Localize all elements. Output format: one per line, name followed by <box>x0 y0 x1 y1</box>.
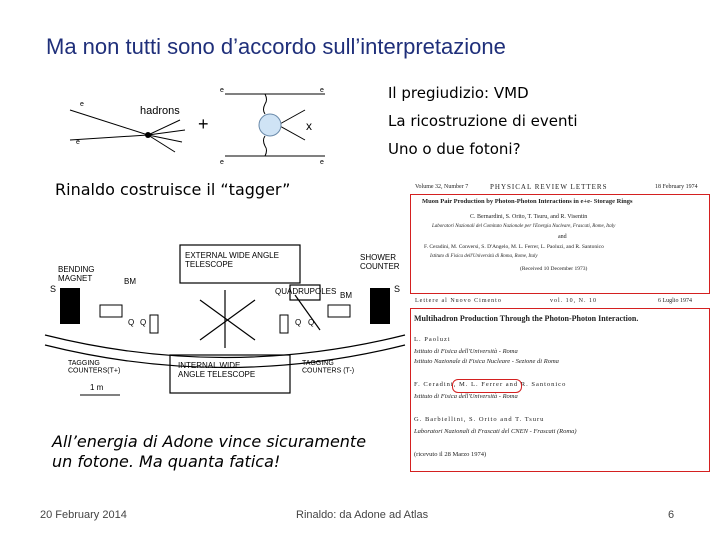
adone-line-2: un fotone. Ma quanta fatica! <box>52 452 281 471</box>
q-label-4: Q <box>308 318 315 327</box>
prl-received: (Received 10 December 1973) <box>520 266 588 272</box>
prl-affil-2: Istituto di Fisica dell'Università di Roma, Rome, Italy <box>430 254 538 259</box>
nc-author-1-affil: Istituto di Fisica dell'Università - Roma <box>414 348 518 355</box>
nuovo-cimento-paper-clipping <box>410 296 712 474</box>
adone-conclusion <box>52 432 366 472</box>
nc-author-1-affil2: Istituto Nazionale di Fisica Nucleare - Sezione di Roma <box>414 358 559 365</box>
shower-counter-label: SHOWER COUNTER <box>360 253 400 271</box>
prl-authors-2: F. Ceradini, M. Conversi, S. D'Angelo, M. L. Ferrer, L. Paoluzi, and R. Santonico <box>424 244 604 250</box>
bm-right-label: BM <box>340 291 352 300</box>
bm-left-label: BM <box>124 277 136 286</box>
tagging-left-label: TAGGING COUNTERS(T+) <box>68 360 121 375</box>
quadrupoles-label: QUADRUPOLES <box>275 287 337 296</box>
nc-author-3: G. Barbiellini, S. Orito and T. Tsuru <box>414 416 545 423</box>
prl-and: and <box>558 234 567 240</box>
external-telescope-label: EXTERNAL WIDE ANGLE TELESCOPE <box>185 251 279 269</box>
plus-sign: + <box>198 114 209 134</box>
ferrer-highlight-oval <box>452 379 522 393</box>
prl-affil-1: Laboratori Nazionali del Comitato Nazionale per l'Energia Nucleare, Frascati, Rome, Italy <box>432 224 616 229</box>
page-number: 6 <box>668 509 675 521</box>
s-left-label: S <box>50 284 57 294</box>
q-label-2: Q <box>140 318 147 327</box>
nc-author-1: L. Paoluzi <box>414 336 451 343</box>
scale-label: 1 m <box>90 383 104 392</box>
prl-title: Muon Pair Production by Photon-Photon Interactions in e+e- Storage Rings <box>422 198 633 205</box>
svg-text:e: e <box>220 87 224 94</box>
slide-title: Ma non tutti sono d’accordo sull’interpretazione <box>46 34 506 59</box>
footer-date: 20 February 2014 <box>40 509 127 521</box>
nc-header-center: vol. 10, N. 10 <box>550 298 597 304</box>
svg-text:e: e <box>80 101 84 108</box>
nc-author-2-affil: Istituto di Fisica dell'Università - Roma <box>414 393 518 400</box>
feynman-diagrams <box>40 80 360 170</box>
prl-paper-clipping <box>410 182 712 294</box>
prl-header-right: 18 February 1974 <box>655 184 698 190</box>
prl-authors-1: C. Bernardini, S. Orito, T. Tsuru, and R. Visentin <box>470 214 588 220</box>
svg-text:e: e <box>76 139 80 146</box>
nc-header-right: 6 Luglio 1974 <box>658 298 692 304</box>
bending-magnet-label: BENDING MAGNET <box>58 265 95 283</box>
nc-received: (ricevuto il 28 Marzo 1974) <box>414 451 487 458</box>
svg-text:e: e <box>220 159 224 166</box>
svg-text:e: e <box>320 159 324 166</box>
nc-title: Multihadron Production Through the Photon-Photon Interaction. <box>414 314 639 323</box>
q-label-3: Q <box>295 318 302 327</box>
bullet-vmd: Il pregiudizio: VMD <box>388 84 529 102</box>
hadrons-label: hadrons <box>140 105 180 117</box>
internal-telescope-label: INTERNAL WIDE ANGLE TELESCOPE <box>178 361 256 379</box>
x-label: x <box>306 119 312 133</box>
prl-header-left: Volume 32, Number 7 <box>415 184 469 190</box>
q-label-1: Q <box>128 318 135 327</box>
nc-author-3-affil: Laboratori Nazionali di Frascati del CNEN - Frascati (Roma) <box>414 428 577 435</box>
adone-line-1: All’energia di Adone vince sicuramente <box>52 432 367 451</box>
rinaldo-tagger-text: Rinaldo costruisce il “tagger” <box>55 180 291 199</box>
prl-header-center: PHYSICAL REVIEW LETTERS <box>490 183 608 191</box>
svg-text:e: e <box>320 87 324 94</box>
nc-header-left: Lettere al Nuovo Cimento <box>415 298 502 304</box>
tagging-right-label: TAGGING COUNTERS (T-) <box>302 360 355 375</box>
bullet-ricostruzione: La ricostruzione di eventi <box>388 112 578 130</box>
s-right-label: S <box>394 284 401 294</box>
bullet-fotoni: Uno o due fotoni? <box>388 140 521 158</box>
footer-center-text: Rinaldo: da Adone ad Atlas <box>296 509 429 521</box>
tagger-detector-diagram <box>40 240 410 410</box>
nc-author-2: F. Ceradini, M. L. Ferrer and R. Santonico <box>414 381 567 388</box>
